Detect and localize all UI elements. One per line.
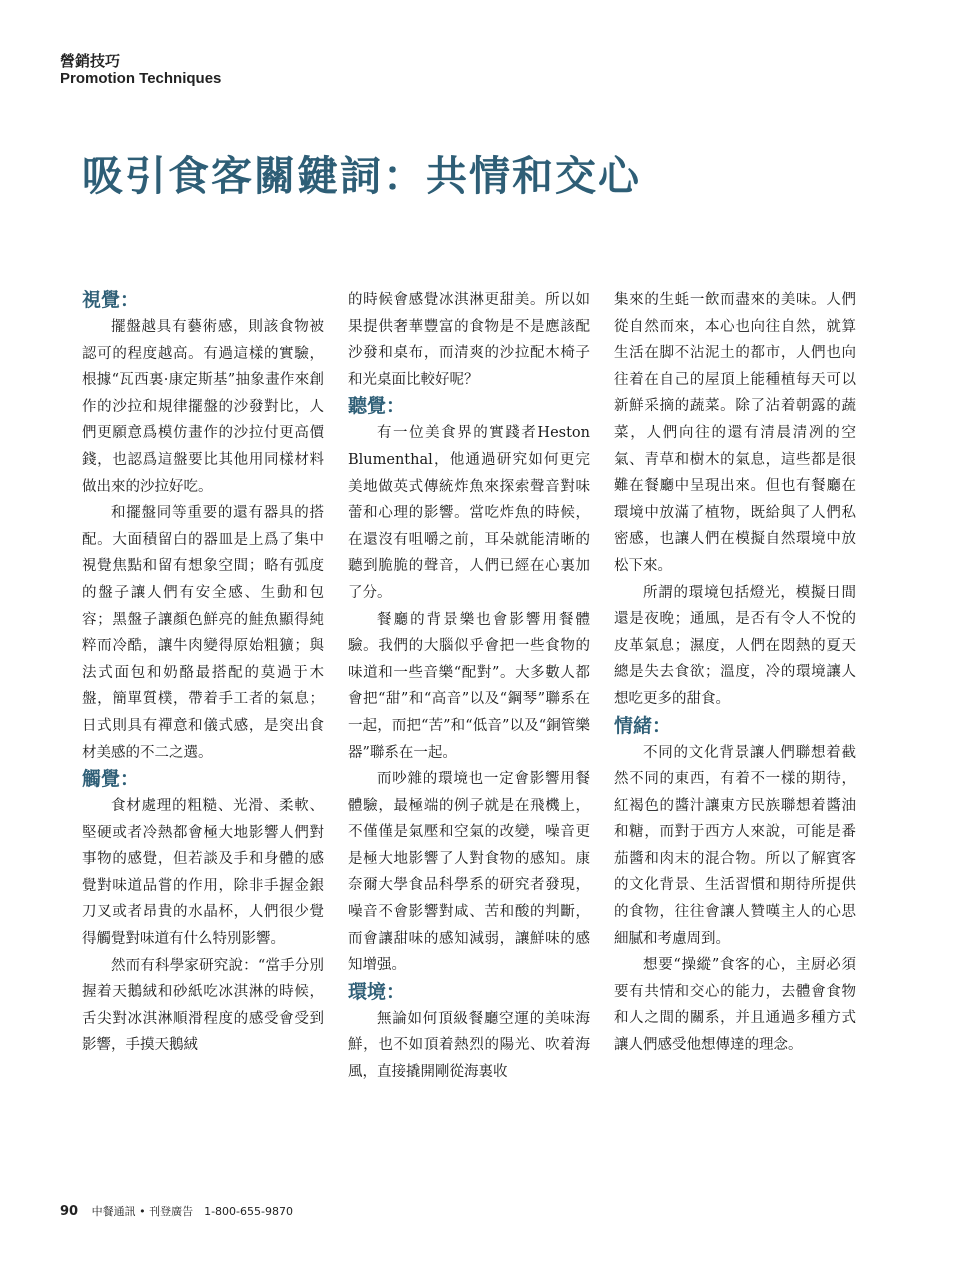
paragraph: 餐廳的背景樂也會影響用餐體驗。我們的大腦似乎會把一些食物的味道和一些音樂“配對”。大多數人都會把“甜”和“高音”以及“鋼琴”聯系在一起，而把“苦”和“低音”以及“銅管樂器”聯系在一起。 [348,611,590,761]
paragraph: 然而有科學家研究說：“當手分別握着天鵝絨和砂紙吃冰淇淋的時候，舌尖對冰淇淋順滑程度的感受會受到影響，手摸天鵝絨 [82,957,324,1054]
paragraph: 擺盤越具有藝術感，則該食物被認可的程度越高。有過這樣的實驗，根據“瓦西裏·康定斯基”抽象畫作來創作的沙拉和規律擺盤的沙發對比，人們更願意爲模仿畫作的沙拉付更高價錢，也認爲這盤要比其他用同樣材料做出來的沙拉好吃。 [82,319,324,495]
article-column-1 [82,287,324,1059]
footer-text: 中餐通訊 • 刊登廣告 1-800-655-9870 [91,1205,293,1218]
heading-touch: 觸覺： [82,768,140,791]
paragraph: 集來的生蚝一飲而盡來的美味。人們從自然而來，本心也向往自然，就算生活在脚不沾泥土的都市，人們也向往着在自己的屋頂上能種植每天可以新鮮采摘的蔬菜。除了沾着朝露的蔬菜，人們向往的還有清晨清冽的空氣、青草和樹木的氣息，這些都是很難在餐廳中呈現出來。但也有餐廳在環境中放滿了植物，既給與了人們私密感，也讓人們在模擬自然環境中放松下來。 [614,292,856,574]
heading-visual: 視覺： [82,289,140,311]
paragraph: 有一位美食界的實踐者Heston Blumenthal，他通過研究如何更完美地做英式傳統炸魚來探索聲音對味蕾和心理的影響。當吃炸魚的時候，在還沒有咀嚼之前，耳朵就能清晰的聽到脆脆的聲音，人們已經在心裏加了分。 [348,425,590,601]
paragraph: 所謂的環境包括燈光，模擬日間還是夜晚；通風，是否有令人不悅的皮革氣息；濕度，人們在悶熱的夏天總是失去食欲；溫度，冷的環境讓人想吃更多的甜食。 [614,584,856,707]
page-number: 90 [60,1204,79,1219]
section-category: 營銷技巧 [60,52,121,70]
article-column-2 [348,287,590,1086]
heading-hearing: 聽覺： [348,395,406,418]
section-category-en: Promotion Techniques [60,70,222,87]
paragraph: 想要“操縱”食客的心，主厨必須要有共情和交心的能力，去體會食物和人之間的關系，并且通過多種方式讓人們感受他想傳達的理念。 [614,957,856,1054]
paragraph: 的時候會感覺冰淇淋更甜美。所以如果提供奢華豐富的食物是不是應該配沙發和桌布，而清爽的沙拉配木椅子和光桌面比較好呢？ [348,292,590,388]
heading-environment: 環境： [348,980,406,1003]
page-footer [60,1203,293,1219]
article-column-3 [614,287,856,1059]
paragraph: 和擺盤同等重要的還有器具的搭配。大面積留白的器皿是上爲了集中視覺焦點和留有想象空間；略有弧度的盤子讓人們有安全感、生動和包容；黑盤子讓顏色鮮亮的鮭魚顯得純粹而冷酷，讓牛肉變得原始粗獷；與法式面包和奶酪最搭配的莫過于木盤，簡單質樸，帶着手工者的氣息；日式則具有禪意和儀式感，是突出食材美感的不二之選。 [82,505,324,761]
heading-emotion: 情緒： [614,714,672,737]
paragraph: 而吵雜的環境也一定會影響用餐體驗，最極端的例子就是在飛機上，不僅僅是氣壓和空氣的改變，噪音更是極大地影響了人對食物的感知。康奈爾大學食品科學系的研究者發現，噪音不會影響對咸、苦和酸的判斷，而會讓甜味的感知減弱，讓鮮味的感知增强。 [348,771,590,974]
paragraph: 食材處理的粗糙、光滑、柔軟、堅硬或者冷熱都會極大地影響人們對事物的感覺，但若談及手和身體的感覺對味道品嘗的作用，除非手握金銀刀叉或者昂貴的水晶杯，人們很少覺得觸覺對味道有什么特別影響。 [82,798,324,948]
paragraph: 無論如何頂級餐廳空運的美味海鮮，也不如頂着熱烈的陽光、吹着海風，直接撬開剛從海裏收 [348,1010,590,1081]
page-title: 吸引食客關鍵詞：共情和交心 [82,152,641,200]
paragraph: 不同的文化背景讓人們聯想着截然不同的東西，有着不一樣的期待，紅褐色的醬汁讓東方民族聯想着醬油和糖，而對于西方人來說，可能是番茄醬和肉末的混合物。所以了解賓客的文化背景、生活習慣和期待所提供的食物，往往會讓人贊嘆主人的心思細膩和考慮周到。 [614,744,856,947]
